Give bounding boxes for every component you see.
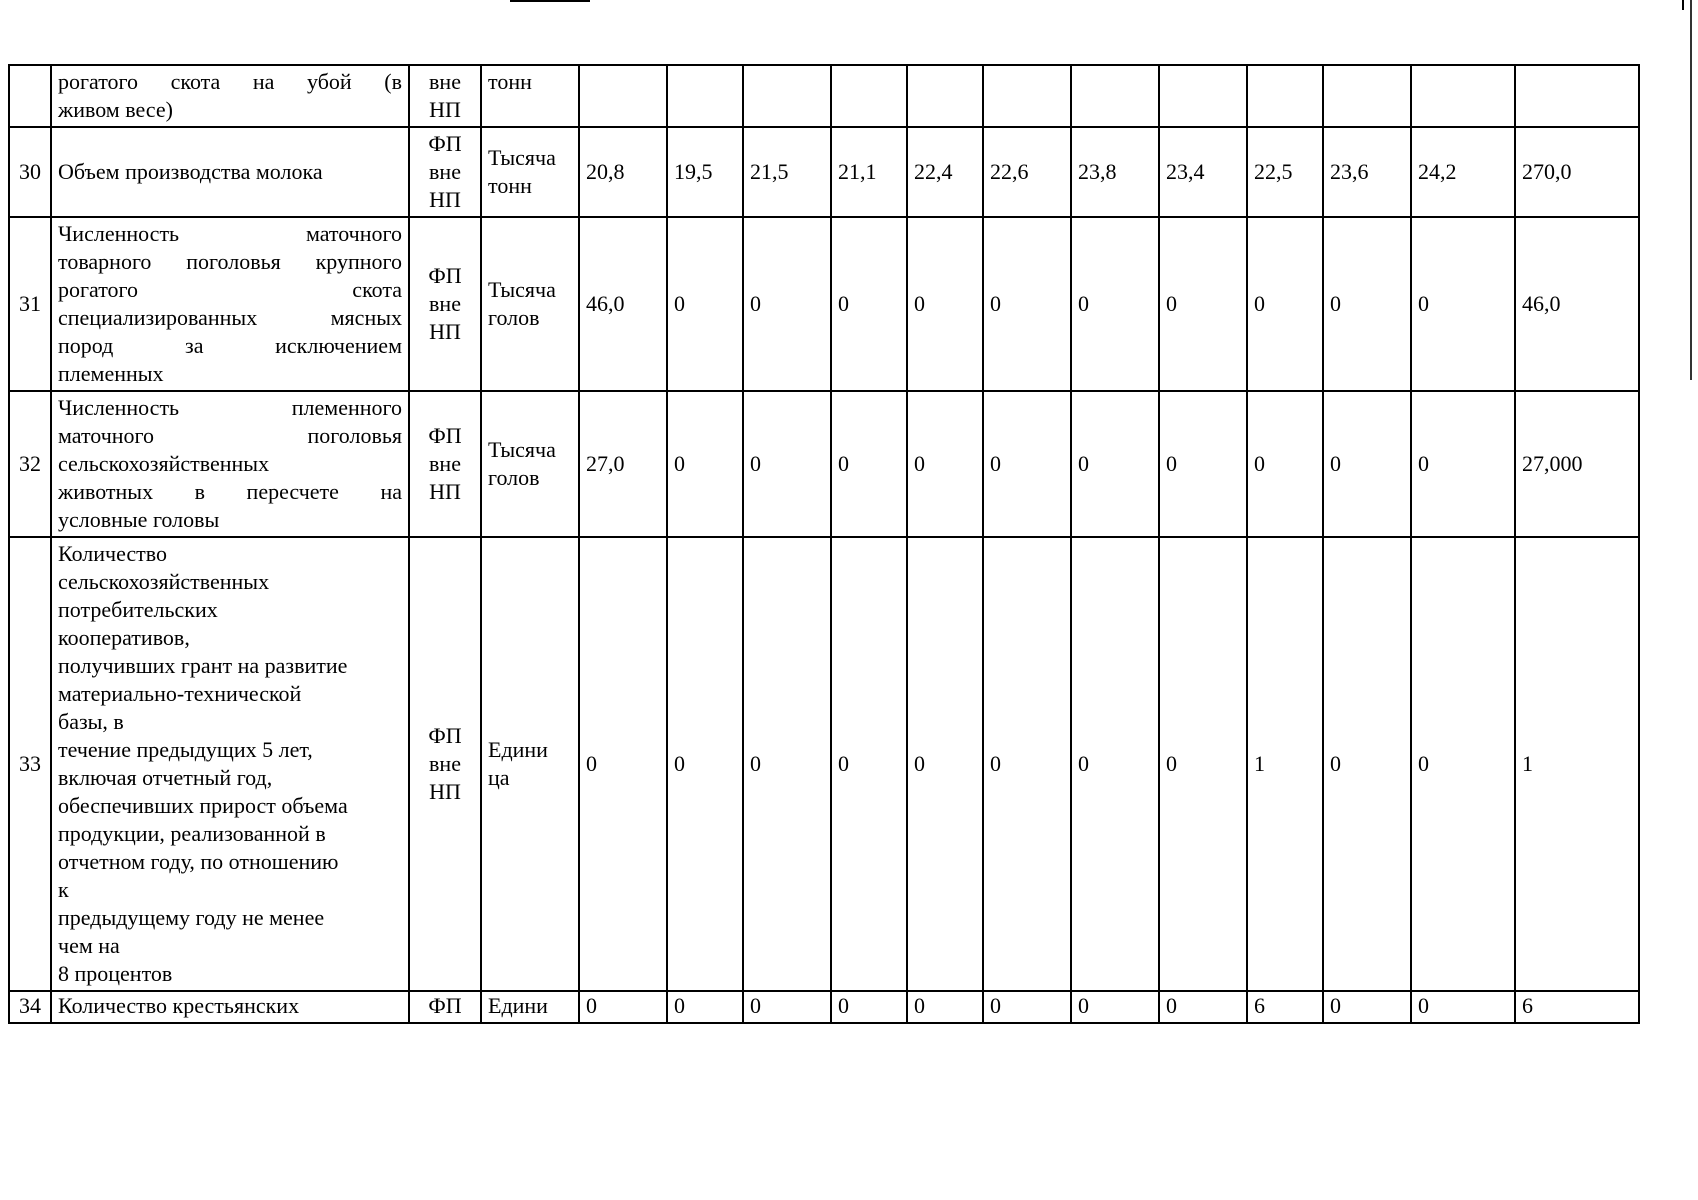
value-cell: 0 [667, 537, 743, 991]
project-code [409, 65, 481, 127]
unit-of-measure [481, 127, 579, 217]
table-row [9, 217, 1639, 391]
unit-line: Тысяча [488, 277, 556, 302]
value-cell: 6 [1247, 991, 1323, 1023]
value-cell: 22,6 [983, 127, 1071, 217]
project-code-line: вне [429, 69, 461, 94]
value-cell [1247, 65, 1323, 127]
table-row [9, 65, 1639, 127]
indicator-name-line: Численность племенного [58, 395, 402, 420]
indicator-name [51, 127, 409, 217]
value-cell: 24,2 [1411, 127, 1515, 217]
indicators-table [8, 64, 1640, 1024]
indicator-name-line: включая отчетный год, [58, 765, 273, 790]
unit-line: ца [488, 765, 510, 790]
indicator-name-line: потребительских [58, 597, 218, 622]
value-cell: 0 [1323, 391, 1411, 537]
unit-line: тонн [488, 173, 532, 198]
value-cell [1071, 65, 1159, 127]
project-code-line: ФП [428, 423, 462, 448]
indicator-name-line: течение предыдущих 5 лет, [58, 737, 313, 762]
indicator-name-line: сельскохозяйственных [58, 569, 270, 594]
indicator-name-line: 8 процентов [58, 961, 173, 986]
value-cell: 0 [1071, 217, 1159, 391]
indicator-name-line: отчетном году, по отношению [58, 849, 339, 874]
unit-of-measure [481, 537, 579, 991]
value-cell: 46,0 [1515, 217, 1639, 391]
value-cell: 0 [667, 391, 743, 537]
table-row [9, 127, 1639, 217]
top-edge-mark [510, 0, 590, 2]
value-cell: 6 [1515, 991, 1639, 1023]
value-cell [1515, 65, 1639, 127]
scan-corner-mark [1682, 0, 1684, 10]
project-code-line: вне [429, 451, 461, 476]
value-cell: 21,5 [743, 127, 831, 217]
row-number: 34 [9, 991, 51, 1023]
indicator-name-line: рогатого скота на убой (в [58, 69, 402, 94]
value-cell: 0 [831, 217, 907, 391]
value-cell: 0 [1159, 537, 1247, 991]
indicator-name-line: получивших грант на развитие [58, 653, 348, 678]
value-cell: 0 [1159, 391, 1247, 537]
value-cell [667, 65, 743, 127]
indicator-name-line: Количество крестьянских [58, 993, 300, 1018]
indicator-name-line: к [58, 877, 69, 902]
value-cell: 20,8 [579, 127, 667, 217]
value-cell: 22,5 [1247, 127, 1323, 217]
value-cell: 0 [579, 991, 667, 1023]
value-cell: 0 [983, 217, 1071, 391]
value-cell: 0 [1411, 391, 1515, 537]
value-cell: 0 [1071, 537, 1159, 991]
project-code-line: вне [429, 159, 461, 184]
row-number: 33 [9, 537, 51, 991]
project-code-line: НП [429, 779, 461, 804]
value-cell: 1 [1247, 537, 1323, 991]
indicator-name-line: маточного поголовья [58, 423, 402, 448]
indicator-name-line: обеспечивших прирост объема [58, 793, 348, 818]
value-cell [831, 65, 907, 127]
value-cell: 0 [907, 537, 983, 991]
value-cell: 0 [1159, 991, 1247, 1023]
value-cell [743, 65, 831, 127]
indicator-name-line: рогатого скота [58, 277, 402, 302]
indicator-name [51, 391, 409, 537]
value-cell: 0 [579, 537, 667, 991]
value-cell: 0 [983, 391, 1071, 537]
value-cell: 0 [1247, 391, 1323, 537]
unit-line: голов [488, 465, 540, 490]
unit-of-measure [481, 391, 579, 537]
row-number: 31 [9, 217, 51, 391]
value-cell: 23,6 [1323, 127, 1411, 217]
value-cell: 0 [1411, 991, 1515, 1023]
indicator-name-line: специализированных мясных [58, 305, 402, 330]
unit-of-measure [481, 65, 579, 127]
value-cell: 27,000 [1515, 391, 1639, 537]
value-cell: 0 [667, 217, 743, 391]
value-cell: 0 [1071, 391, 1159, 537]
table-row [9, 991, 1639, 1023]
value-cell: 46,0 [579, 217, 667, 391]
value-cell [1323, 65, 1411, 127]
row-number: 32 [9, 391, 51, 537]
value-cell: 0 [1411, 217, 1515, 391]
value-cell [907, 65, 983, 127]
unit-line: Едини [488, 737, 548, 762]
indicator-name-line: предыдущему году не менее [58, 905, 325, 930]
row-number: 30 [9, 127, 51, 217]
indicator-name [51, 65, 409, 127]
project-code-line: НП [429, 319, 461, 344]
unit-line: Тысяча [488, 437, 556, 462]
value-cell: 0 [743, 991, 831, 1023]
unit-line: Едини [488, 993, 548, 1018]
project-code-line: НП [429, 97, 461, 122]
row-number [9, 65, 51, 127]
scan-edge-mark [1690, 0, 1692, 380]
value-cell: 0 [1411, 537, 1515, 991]
value-cell: 0 [1247, 217, 1323, 391]
table-row [9, 391, 1639, 537]
project-code-line: вне [429, 291, 461, 316]
value-cell: 0 [831, 991, 907, 1023]
table-row [9, 537, 1639, 991]
indicator-name-line: сельскохозяйственных [58, 451, 270, 476]
indicator-name-line: Объем производства молока [58, 159, 323, 184]
project-code-line: ФП [428, 723, 462, 748]
value-cell: 0 [1323, 217, 1411, 391]
value-cell: 0 [831, 391, 907, 537]
indicator-name-line: базы, в [58, 709, 124, 734]
indicator-name [51, 217, 409, 391]
indicator-name-line: Количество [58, 541, 168, 566]
project-code-line: вне [429, 751, 461, 776]
value-cell: 0 [743, 391, 831, 537]
value-cell: 0 [1323, 537, 1411, 991]
indicator-name-line: Численность маточного [58, 221, 402, 246]
value-cell [579, 65, 667, 127]
value-cell: 19,5 [667, 127, 743, 217]
value-cell: 270,0 [1515, 127, 1639, 217]
project-code-line: НП [429, 479, 461, 504]
value-cell: 0 [667, 991, 743, 1023]
value-cell: 0 [1159, 217, 1247, 391]
value-cell: 23,4 [1159, 127, 1247, 217]
value-cell [1411, 65, 1515, 127]
project-code [409, 391, 481, 537]
indicator-name-line: чем на [58, 933, 120, 958]
unit-line: тонн [488, 69, 532, 94]
project-code-line: ФП [428, 263, 462, 288]
value-cell: 23,8 [1071, 127, 1159, 217]
project-code [409, 991, 481, 1023]
value-cell: 0 [907, 217, 983, 391]
unit-of-measure [481, 217, 579, 391]
project-code [409, 537, 481, 991]
indicator-name-line: условные головы [58, 507, 220, 532]
value-cell: 22,4 [907, 127, 983, 217]
unit-of-measure [481, 991, 579, 1023]
value-cell: 21,1 [831, 127, 907, 217]
indicator-name-line: материально-технической [58, 681, 302, 706]
value-cell: 1 [1515, 537, 1639, 991]
indicator-name-line: товарного поголовья крупного [58, 249, 402, 274]
project-code-line: ФП [428, 993, 462, 1018]
project-code [409, 217, 481, 391]
unit-line: Тысяча [488, 145, 556, 170]
value-cell: 0 [743, 217, 831, 391]
indicator-name-line: пород за исключением [58, 333, 402, 358]
value-cell: 0 [831, 537, 907, 991]
indicator-name-line: животных в пересчете на [58, 479, 402, 504]
value-cell [983, 65, 1071, 127]
indicator-name-line: кооперативов, [58, 625, 190, 650]
unit-line: голов [488, 305, 540, 330]
value-cell: 0 [983, 537, 1071, 991]
indicator-name-line: продукции, реализованной в [58, 821, 326, 846]
value-cell: 0 [907, 391, 983, 537]
indicator-name [51, 537, 409, 991]
value-cell: 0 [743, 537, 831, 991]
value-cell: 0 [983, 991, 1071, 1023]
project-code [409, 127, 481, 217]
indicator-name [51, 991, 409, 1023]
project-code-line: ФП [428, 131, 462, 156]
value-cell: 0 [1071, 991, 1159, 1023]
indicator-name-line: живом весе) [58, 97, 173, 122]
value-cell [1159, 65, 1247, 127]
value-cell: 0 [907, 991, 983, 1023]
value-cell: 0 [1323, 991, 1411, 1023]
indicator-name-line: племенных [58, 361, 164, 386]
value-cell: 27,0 [579, 391, 667, 537]
project-code-line: НП [429, 187, 461, 212]
